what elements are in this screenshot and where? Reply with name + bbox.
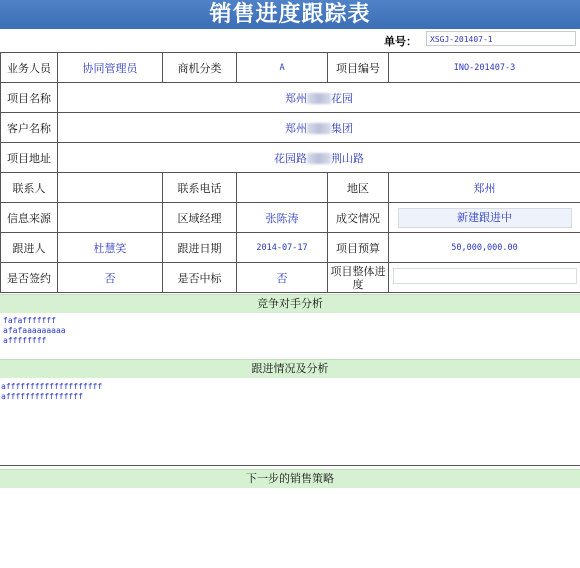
follow-up-analysis-header: 跟进情况及分析	[0, 359, 580, 378]
customer-label: 客户名称	[1, 113, 58, 143]
project-name-part-2: 花园	[331, 91, 353, 105]
follow-date-value[interactable]: 2014-07-17	[237, 233, 328, 263]
follower-label: 跟进人	[1, 233, 58, 263]
phone-label: 联系电话	[163, 173, 237, 203]
category-value[interactable]: A	[237, 53, 328, 83]
order-number-field[interactable]: XSGJ-201407-1	[426, 31, 576, 46]
deal-status-label: 成交情况	[328, 203, 389, 233]
contact-label: 联系人	[1, 173, 58, 203]
address-part-2: 荆山路	[331, 151, 364, 165]
project-name-label: 项目名称	[1, 83, 58, 113]
customer-value[interactable]	[58, 113, 580, 143]
budget-label: 项目预算	[328, 233, 389, 263]
address-part-1: 花园路	[274, 151, 307, 165]
region-value[interactable]: 郑州	[389, 173, 580, 203]
source-label: 信息来源	[1, 203, 58, 233]
redacted-blur	[307, 123, 331, 134]
phone-value[interactable]	[237, 173, 328, 203]
project-no-label: 项目编号	[328, 53, 389, 83]
salesperson-value[interactable]: 协同管理员	[58, 53, 163, 83]
category-label: 商机分类	[163, 53, 237, 83]
salesperson-label: 业务人员	[1, 53, 58, 83]
signed-value[interactable]: 否	[58, 263, 163, 293]
progress-field[interactable]	[393, 268, 577, 284]
area-manager-value[interactable]: 张陈涛	[237, 203, 328, 233]
follow-up-analysis-body[interactable]	[1, 382, 580, 402]
area-manager-label: 区域经理	[163, 203, 237, 233]
competitor-analysis-body[interactable]	[3, 316, 580, 346]
text-line: afafaaaaaaaaa	[3, 326, 66, 335]
region-label: 地区	[328, 173, 389, 203]
competitor-analysis-header: 竞争对手分析	[0, 294, 580, 313]
progress-label: 项目整体进度	[328, 263, 389, 293]
follower-value[interactable]: 杜慧笑	[58, 233, 163, 263]
signed-label: 是否签约	[1, 263, 58, 293]
text-line: affffffffffffffffffff	[1, 382, 103, 391]
won-label: 是否中标	[163, 263, 237, 293]
text-line: fafafffffff	[3, 316, 56, 325]
deal-status-cell	[389, 203, 580, 233]
order-number-row	[0, 29, 580, 52]
project-no-value[interactable]: INO-201407-3	[389, 53, 580, 83]
contact-value[interactable]	[58, 173, 163, 203]
section-divider	[0, 465, 580, 466]
text-line: affffffffffffffff	[1, 392, 83, 401]
follow-date-label: 跟进日期	[163, 233, 237, 263]
redacted-blur	[307, 93, 331, 104]
budget-value[interactable]: 50,000,000.00	[389, 233, 580, 263]
next-strategy-header: 下一步的销售策略	[0, 469, 580, 488]
customer-part-1: 郑州	[285, 121, 307, 135]
text-line: affffffff	[3, 336, 47, 345]
project-name-value[interactable]	[58, 83, 580, 113]
order-number-label: 单号：	[384, 35, 417, 48]
won-value[interactable]: 否	[237, 263, 328, 293]
deal-status-field[interactable]: 新建跟进中	[398, 208, 572, 228]
source-value[interactable]	[58, 203, 163, 233]
next-strategy-body[interactable]	[0, 490, 580, 560]
sales-info-table	[0, 52, 580, 293]
customer-part-2: 集团	[331, 121, 353, 135]
address-label: 项目地址	[1, 143, 58, 173]
address-value[interactable]	[58, 143, 580, 173]
redacted-blur	[307, 153, 331, 164]
project-name-part-1: 郑州	[285, 91, 307, 105]
progress-cell	[389, 263, 580, 293]
page-title: 销售进度跟踪表	[0, 0, 580, 29]
